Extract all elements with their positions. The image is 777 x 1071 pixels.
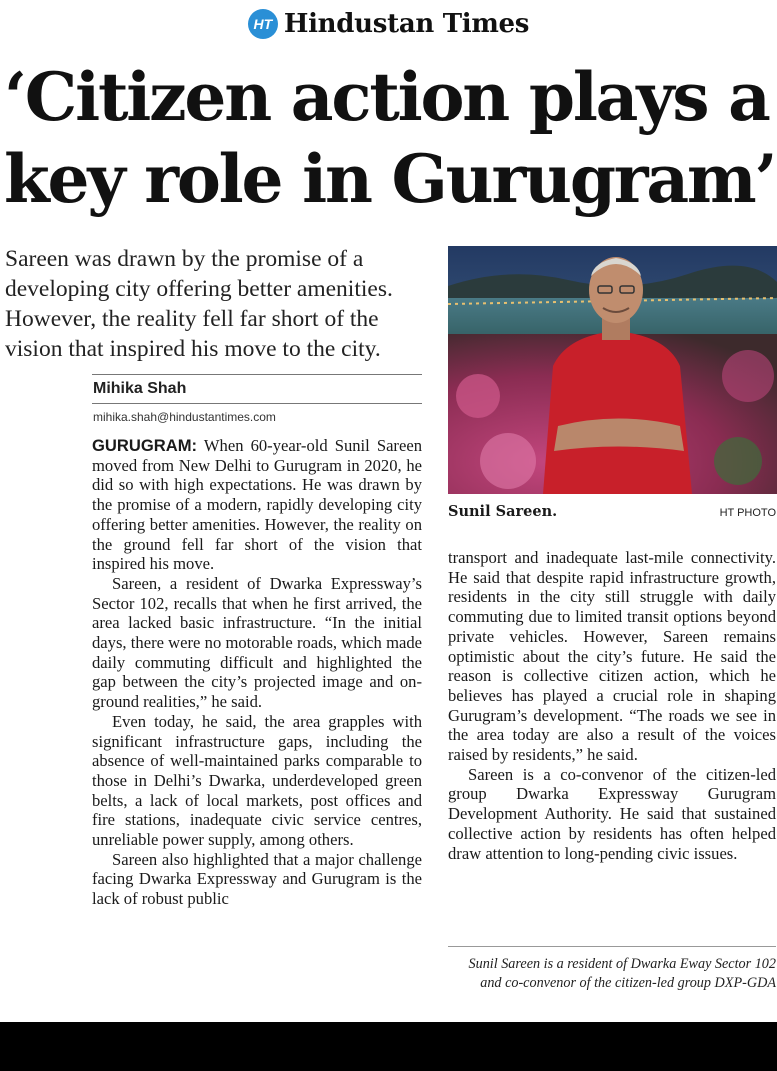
article-column-2 — [448, 548, 776, 863]
masthead — [0, 4, 777, 44]
brand-name: Hindustan Times — [283, 9, 530, 39]
headline: ‘Citizen action plays a key role in Gurugram’ — [4, 58, 776, 218]
info-note: Sunil Sareen is a resident of Dwarka Eway Sector 102 and co-convenor of the citizen-led group DXP-GDA — [468, 956, 776, 991]
article-paragraph: Even today, he said, the area grapples with significant infrastructure gaps, including the absence of well-maintained parks comparable to those in Delhi’s Dwarka, underdeveloped green belts, a lack of local markets, post offices and fire stations, inadequate civic service centres, unreliable power supply, among others. — [92, 711, 422, 850]
dateline: GURUGRAM: — [92, 436, 198, 455]
photo-caption — [448, 503, 776, 520]
portrait-photo — [448, 246, 777, 494]
article-paragraph: Sareen, a resident of Dwarka Expressway’s Sector 102, recalls that when he first arrived, the area lacked basic infrastructure. “In the initial days, there were no motorable roads, which made daily commuting difficult and highlighted the gap between the city’s projected image and on-ground realities,” he said. — [92, 573, 422, 712]
photo-image — [448, 246, 777, 494]
ht-logo-icon: HT — [248, 9, 278, 39]
caption-name: Sunil Sareen. — [448, 503, 558, 520]
note-divider — [448, 946, 776, 947]
deck-summary: Sareen was drawn by the promise of a developing city offering better amenities. However, the reality fell far short of the vision that inspired his move to the city. — [5, 246, 393, 362]
author-name: Mihika Shah — [93, 380, 187, 397]
photo-credit: HT PHOTO — [719, 507, 776, 519]
article-paragraph — [92, 436, 422, 574]
paragraph-text: transport and inadequate last-mile connectivity. He said that despite rapid infrastructure growth, residents in the city still struggle with daily commuting due to limited transit options beyond private vehicles. However, Sareen remains optimistic about the city’s future. He said the reason is collective citizen action, which he believes has played a crucial role in shaping Gurugram’s development. “The roads we see in the area today are also a result of the voices raised by residents,” he said. — [448, 548, 776, 765]
byline — [92, 374, 422, 424]
bottom-black-band — [0, 1022, 777, 1071]
article-paragraph-split — [92, 850, 422, 909]
paragraph-text: Sareen also highlighted that a major challenge facing Dwarka Expressway and Gurugram is the lack of robust public — [92, 849, 422, 909]
article-column-1 — [92, 436, 422, 909]
article-paragraph-continued — [448, 548, 776, 765]
author-email: mihika.shah@hindustantimes.com — [93, 410, 276, 424]
article-paragraph: Sareen is a co-convenor of the citizen-led group Dwarka Expressway Gurugram Development Authority. He said that sustained collective action by residents has often helped draw attention to long-pending civic issues. — [448, 764, 776, 863]
paragraph-text: When 60-year-old Sunil Sareen moved from New Delhi to Gurugram in 2020, he did so with high expectations. He was drawn by the promise of a modern, rapidly developing city offering better amenities. However, the reality on the ground fell far short of the vision that inspired his move. — [92, 436, 422, 574]
